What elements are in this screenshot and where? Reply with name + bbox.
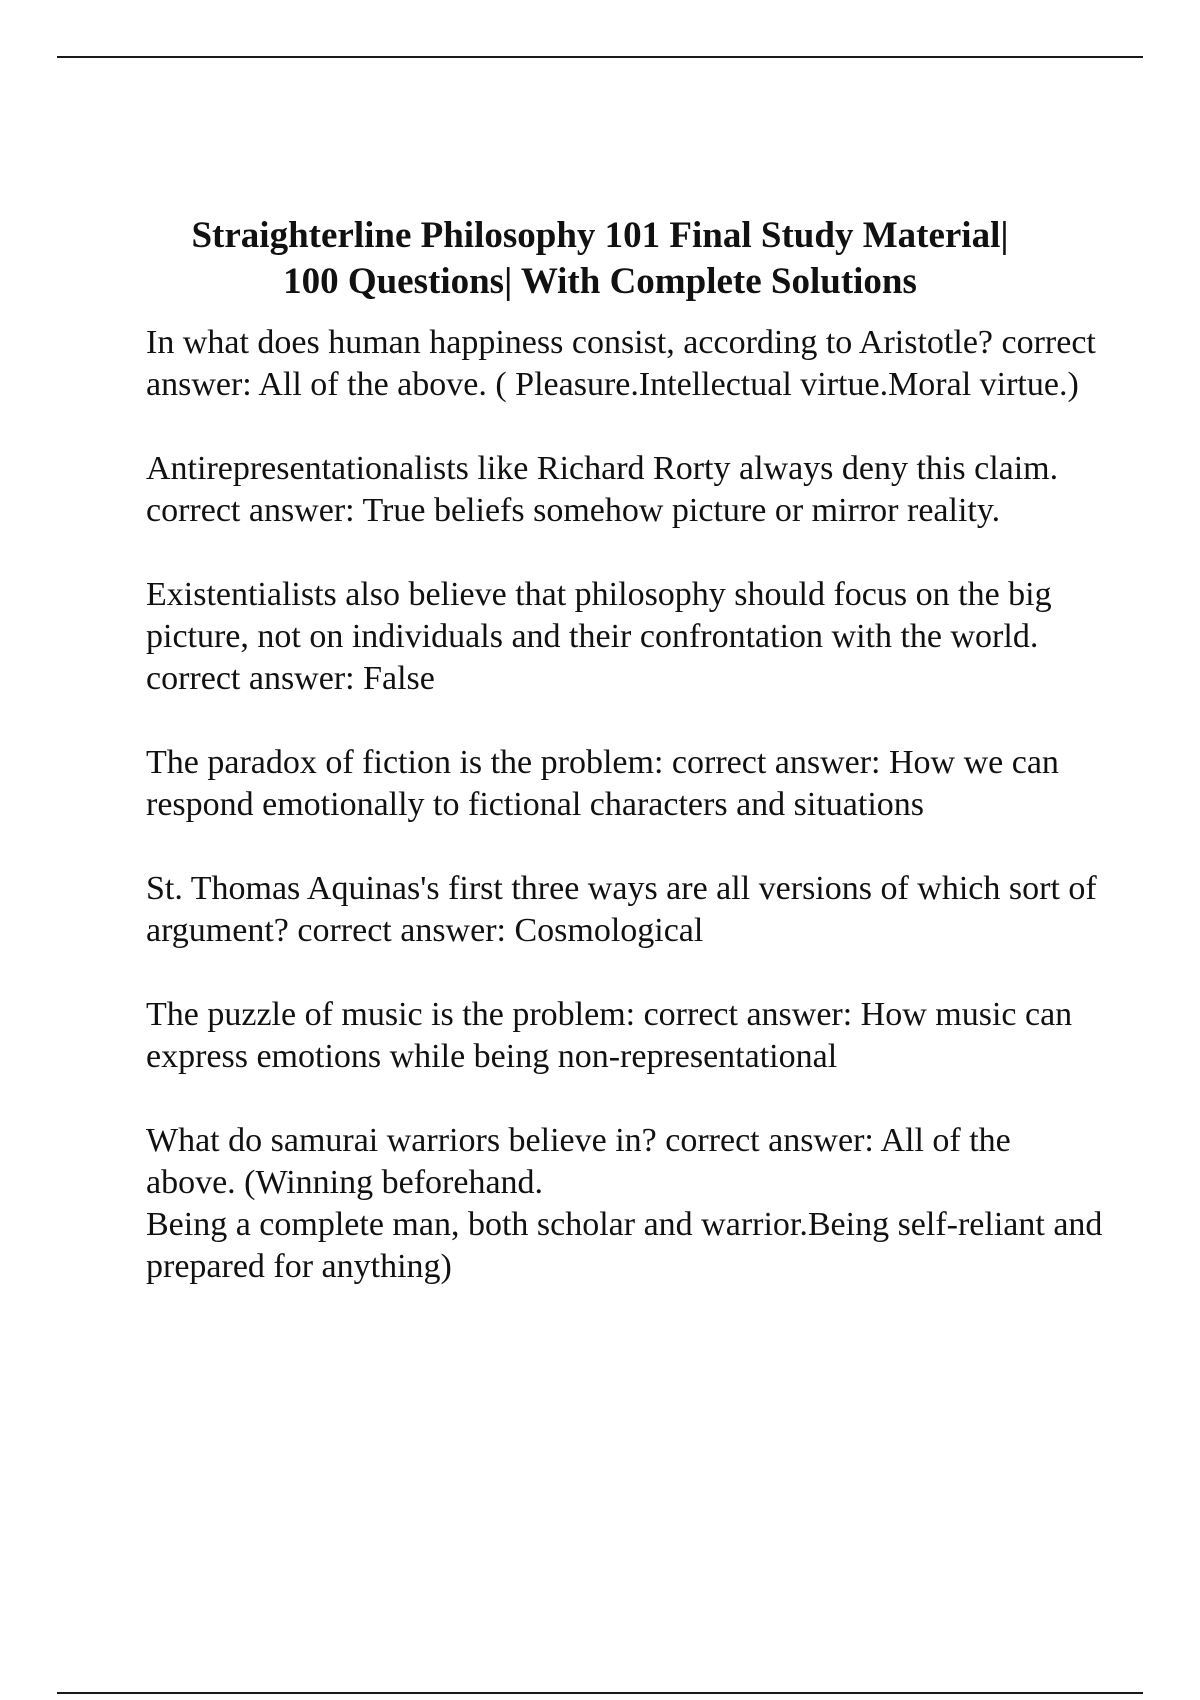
question-text: Antirepresentationalists like Richard Rorty always deny this claim. correct answer: True beliefs somehow picture or mirror reality. <box>146 450 1059 529</box>
question-entry-6 <box>146 994 1106 1078</box>
title-line-1: Straighterline Philosophy 101 Final Study Material| <box>191 214 1009 256</box>
question-entry-7 <box>146 1120 1106 1288</box>
question-text-continued: Being a complete man, both scholar and warrior.Being self-reliant and prepared for anything) <box>146 1206 1103 1285</box>
question-entry-5 <box>146 868 1106 952</box>
question-entry-2 <box>146 448 1106 532</box>
question-entry-1 <box>146 322 1106 406</box>
question-text: What do samurai warriors believe in? correct answer: All of the above. (Winning beforehand. <box>146 1122 1011 1201</box>
question-entry-4 <box>146 742 1106 826</box>
question-text: In what does human happiness consist, according to Aristotle? correct answer: All of the above. ( Pleasure.Intellectual virtue.Moral virtue.) <box>146 324 1096 403</box>
document-title <box>100 213 1100 305</box>
bottom-rule <box>57 1692 1143 1694</box>
question-text: The puzzle of music is the problem: correct answer: How music can express emotions while being non-representational <box>146 996 1073 1075</box>
question-entry-3 <box>146 574 1106 700</box>
question-list <box>146 322 1106 1330</box>
question-text: St. Thomas Aquinas's first three ways are all versions of which sort of argument? correct answer: Cosmological <box>146 870 1097 949</box>
top-rule <box>57 56 1143 58</box>
title-line-2: 100 Questions| With Complete Solutions <box>283 260 917 302</box>
question-text: Existentialists also believe that philosophy should focus on the big picture, not on individuals and their confrontation with the world. correct answer: False <box>146 576 1052 697</box>
question-text: The paradox of fiction is the problem: correct answer: How we can respond emotionally to fictional characters and situations <box>146 744 1059 823</box>
